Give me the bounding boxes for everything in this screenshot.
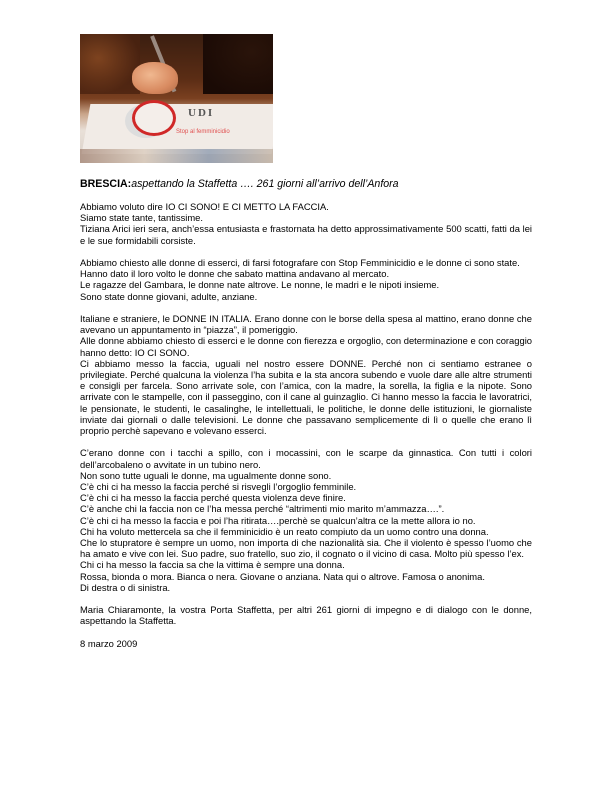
photo-background: [80, 34, 140, 94]
text-line: C’è chi ci ha messo la faccia e poi l’ha ritirata….perchè se qualcun’altra ce la mette allora io no.: [80, 514, 476, 526]
photo-blur: [80, 149, 273, 163]
text-line: C’erano donne con i tacchi a spillo, con i mocassini, con le scarpe da ginnastica. Con tutti i colori dell’arcobaleno o avvitate in un tubino nero.: [80, 447, 532, 470]
title-text: aspettando la Staffetta …. 261 giorni all’arrivo dell’Anfora: [131, 178, 399, 190]
text-line: Chi ci ha messo la faccia sa che la vittima è sempre una donna.: [80, 559, 345, 571]
hand-shape: [132, 62, 178, 94]
article-body: [80, 178, 532, 660]
text-line: Abbiamo voluto dire IO CI SONO! E CI METTO LA FACCIA.: [80, 201, 329, 212]
badge-icon: [132, 100, 176, 136]
photo-logo-text: UDI: [188, 107, 215, 119]
text-line: Tiziana Arici ieri sera, anch’essa entusiasta e frastornata ha detto approssimativamente 500 scatti, fatti da lei e le sue formidabili corsiste.: [80, 223, 532, 246]
text-line: Maria Chiaramonte, la vostra Porta Staffetta, per altri 261 giorni di impegno e di dialogo con le donne, aspettando la Staffetta.: [80, 604, 532, 627]
text-line: C’è chi ci ha messo la faccia perché questa violenza deve finire.: [80, 492, 346, 504]
article-date: 8 marzo 2009: [80, 637, 138, 649]
text-line: Abbiamo chiesto alle donne di esserci, di farsi fotografare con Stop Femminicidio e le donne ci sono state.: [80, 257, 520, 268]
article-title: [80, 178, 532, 191]
text-line: Sono state donne giovani, adulte, anziane.: [80, 290, 258, 302]
text-line: Che lo stupratore è sempre un uomo, non importa di che nazionalità sia. Che il violento è spesso l’uomo che ha amato e vive con lei. Suo padre, suo fratello, suo zio, il cognato o il vicino di casa. Molto più spesso l’ex.: [80, 537, 532, 560]
paragraph-2: [80, 257, 532, 302]
text-line: Chi ha voluto mettercela sa che il femminicidio è un reato compiuto da un uomo contro una donna.: [80, 525, 489, 537]
title-location: BRESCIA:: [80, 178, 132, 190]
text-line: C’è anche chi la faccia non ce l’ha messa perché “altrimenti mio marito m’ammazza….”.: [80, 503, 445, 515]
photo-background-dark: [203, 34, 273, 94]
text-line: Hanno dato il loro volto le donne che sabato mattina andavano al mercato.: [80, 268, 390, 280]
text-line: Rossa, bionda o mora. Bianca o nera. Giovane o anziana. Nata qui o altrove. Famosa o anonima.: [80, 570, 485, 582]
text-line: Ci abbiamo messo la faccia, uguali nel nostro essere DONNE. Perché non ci sentiamo estranee o privilegiate. Perché qualcuna la violenza l’ha subita e la sta ancora subendo e vuole dare alle altre strumenti e consigli per farcela. Sono arrivate sole, con l’amica, con la madre, la sorella, la figlia e la nipote. Sono arrivate con le stampelle, con il passeggino, con il cane al guinzaglio. Ci hanno messo la faccia le lavoratrici, le pensionate, le studenti, le casalinghe, le intellettuali, le politiche, le donne delle istituzioni, le giornaliste inviate dai giornali o dalle televisioni. Le donne che passavano semplicemente di lì o quelle che erano lì proprio perchè sapevano e volevano esserci.: [80, 357, 532, 437]
text-line: Siamo state tante, tantissime.: [80, 212, 203, 224]
article-photo: [80, 34, 273, 163]
text-line: Italiane e straniere, le DONNE IN ITALIA. Erano donne con le borse della spesa al mattino, erano donne che avevano un appuntamento in “piazza”, il pomeriggio.: [80, 313, 532, 336]
paragraph-3: [80, 313, 532, 436]
text-line: Di destra o di sinistra.: [80, 581, 171, 593]
text-line: Non sono tutte uguali le donne, ma ugualmente donne sono.: [80, 469, 332, 481]
paragraph-signature: [80, 604, 532, 626]
text-line: Le ragazze del Gambara, le donne nate altrove. Le nonne, le madri e le nipoti insieme.: [80, 279, 440, 291]
photo-logo-subtitle: Stop al femminicidio: [176, 129, 230, 135]
text-line: C’è chi ci ha messo la faccia perché si risvegli l’orgoglio femminile.: [80, 481, 357, 493]
paragraph-1: [80, 201, 532, 246]
text-line: Alle donne abbiamo chiesto di esserci e le donne con fierezza e orgoglio, con determinazione e con coraggio hanno detto: IO CI SONO.: [80, 335, 532, 358]
paragraph-4: [80, 447, 532, 593]
